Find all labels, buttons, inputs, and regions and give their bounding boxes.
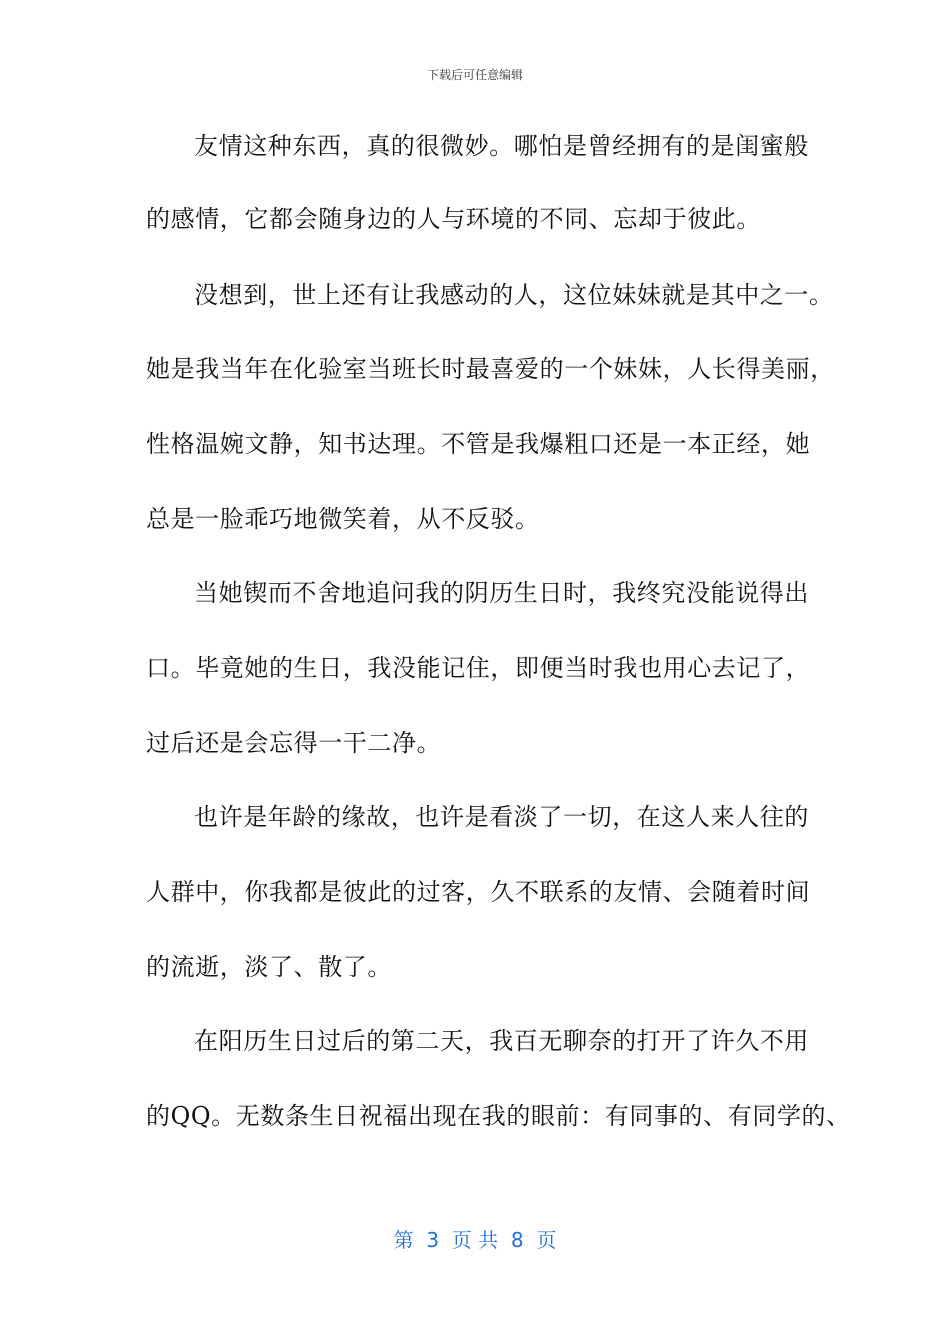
text-line: 性格温婉文静，知书达理。不管是我爆粗口还是一本正经，她 — [146, 430, 811, 458]
text-line: 也许是年龄的缘故，也许是看淡了一切，在这人来人往的 — [194, 803, 809, 831]
text-line: 总是一脸乖巧地微笑着，从不反驳。 — [146, 505, 540, 533]
text-line: 当她锲而不舍地追问我的阴历生日时，我终究没能说得出 — [194, 579, 809, 607]
text-line: 人群中，你我都是彼此的过客，久不联系的友情、会随着时间 — [146, 878, 811, 906]
text-line: 的QQ。无数条生日祝福出现在我的眼前：有同事的、有同学的、 — [146, 1102, 851, 1130]
text-line: 过后还是会忘得一干二净。 — [146, 729, 442, 757]
text-line: 在阳历生日过后的第二天，我百无聊奈的打开了许久不用 — [194, 1027, 809, 1055]
page-header: 下载后可任意编辑 — [426, 68, 523, 82]
text-line: 她是我当年在化验室当班长时最喜爱的一个妹妹，人长得美丽， — [146, 355, 835, 383]
page-footer: 第 3 页 共 8 页 — [393, 1228, 557, 1252]
text-line: 友情这种东西，真的很微妙。哪怕是曾经拥有的是闺蜜般 — [194, 132, 809, 160]
text-line: 的流逝，淡了、散了。 — [146, 953, 392, 981]
text-line: 的感情，它都会随身边的人与环境的不同、忘却于彼此。 — [146, 205, 761, 233]
text-line: 口。毕竟她的生日，我没能记住，即便当时我也用心去记了， — [146, 654, 811, 682]
text-line: 没想到，世上还有让我感动的人，这位妹妹就是其中之一。 — [194, 281, 834, 309]
